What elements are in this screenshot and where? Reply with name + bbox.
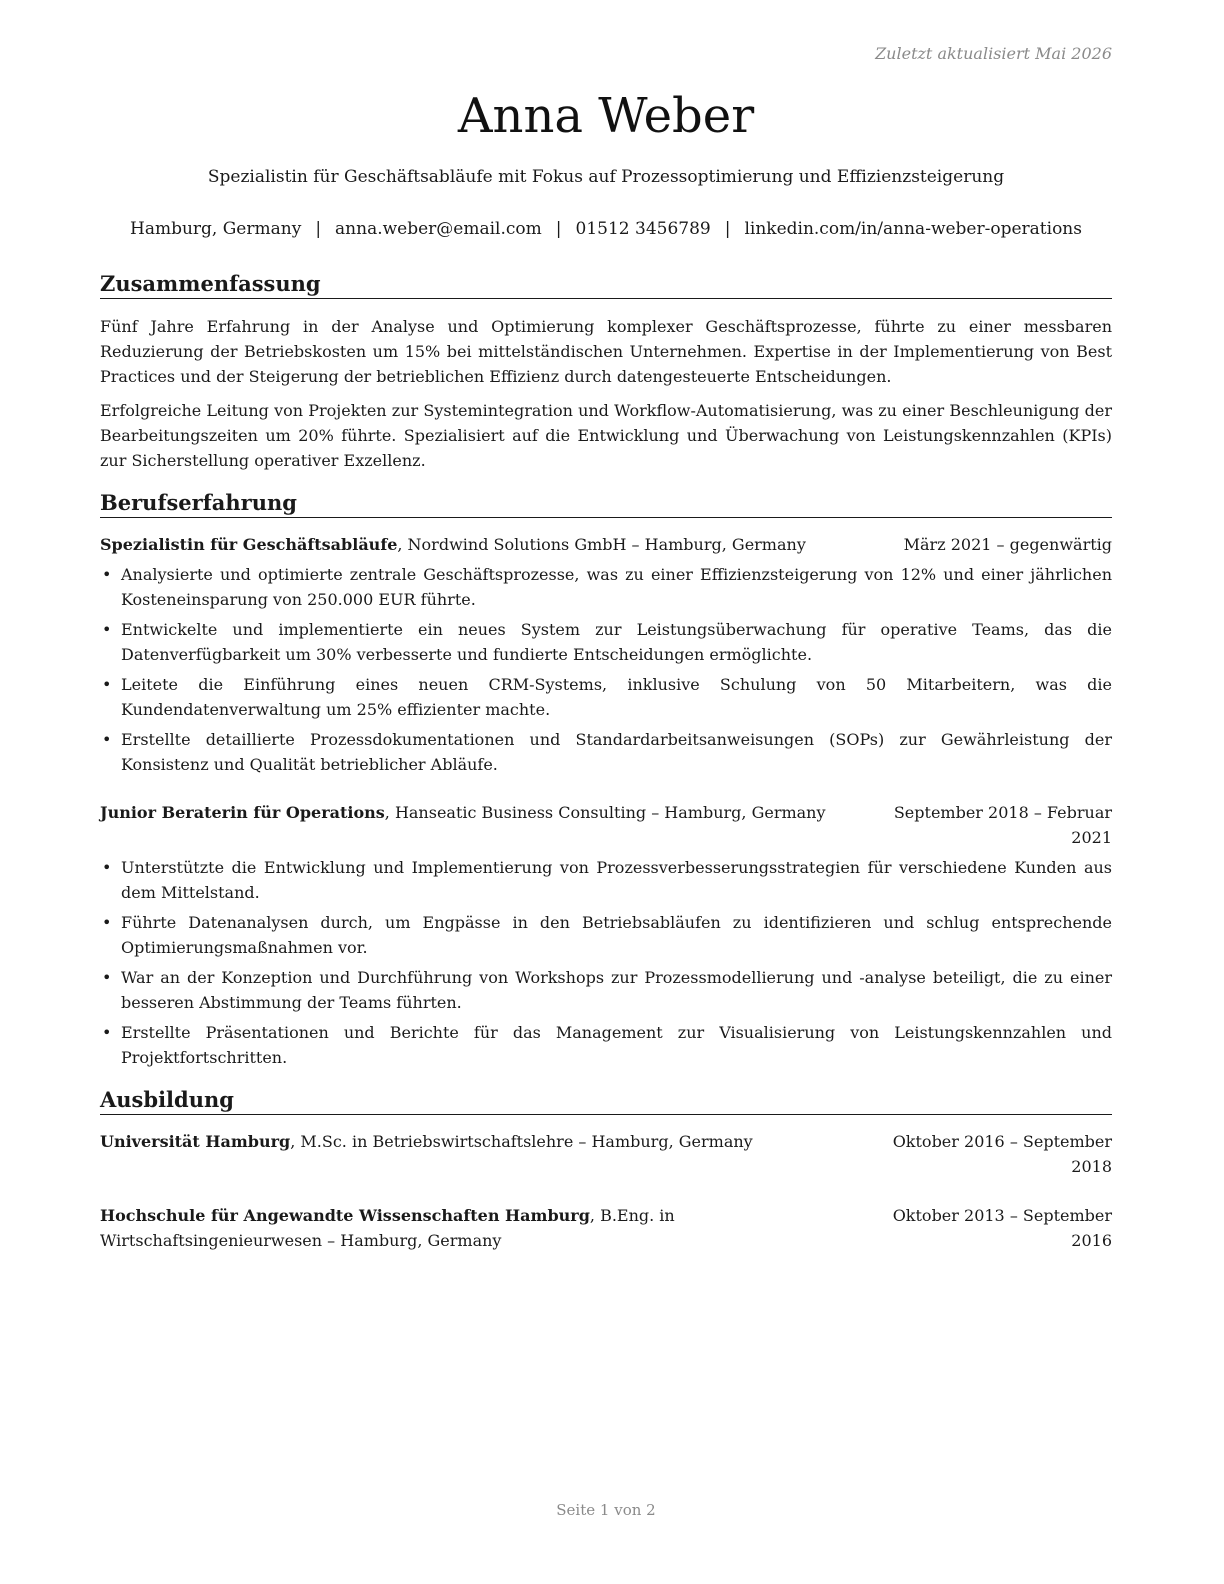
job-title-line [100,532,806,557]
contact-separator: | [315,219,322,239]
education-dates: Oktober 2016 – September 2018 [892,1132,1112,1176]
bullet-icon: • [102,1023,112,1042]
contact-separator: | [555,219,562,239]
job-title-line [100,800,826,825]
list-item [100,727,1112,777]
job-header [100,800,1112,850]
education-school: Universität Hamburg [100,1132,291,1151]
bullet-text: Erstellte detaillierte Prozessdokumentationen und Standardarbeitsanweisungen (SOPs) zur Gewährleistung der Konsistenz und Qualität betrieblicher Abläufe. [121,730,1112,774]
list-item [100,910,1112,960]
job-bullet-list [100,855,1112,1075]
list-item [100,1020,1112,1070]
bullet-icon: • [102,565,112,584]
job-company: , Nordwind Solutions GmbH – Hamburg, Germany [397,535,806,554]
contact-email[interactable]: anna.weber@email.com [335,219,542,239]
contact-phone: 01512 3456789 [575,219,711,239]
education-entry [100,1129,1112,1179]
education-entry [100,1203,1112,1253]
education-title-line [100,1129,860,1154]
education-title-line [100,1203,876,1253]
contact-linkedin[interactable]: linkedin.com/in/anna-weber-operations [744,219,1082,239]
job-dates: September 2018 – Februar 2021 [893,803,1112,847]
contact-location: Hamburg, Germany [130,219,302,239]
section-title-summary: Zusammenfassung [100,270,1112,299]
bullet-text: Analysierte und optimierte zentrale Geschäftsprozesse, was zu einer Effizienzsteigerung von 12% und einer jährlichen Kosteneinsparung von 250.000 EUR führte. [121,565,1112,609]
bullet-icon: • [102,968,112,987]
job-header [100,532,1112,557]
job-role: Spezialistin für Geschäftsabläufe [100,535,398,554]
summary-paragraph: Fünf Jahre Erfahrung in der Analyse und Optimierung komplexer Geschäftsprozesse, führte zu einer messbaren Reduzierung der Betriebskosten um 15% bei mittelständischen Unternehmen. Expertise in der Implementierung von Best Practices und der Steigerung der betrieblichen Effizienz durch datengesteuerte Entscheidungen. [100,317,1112,386]
headline: Spezialistin für Geschäftsabläufe mit Fokus auf Prozessoptimierung und Effizienzsteigerung [207,167,1005,187]
candidate-name: Anna Weber [457,88,755,144]
job-company: , Hanseatic Business Consulting – Hamburg, Germany [384,803,826,822]
bullet-text: Unterstützte die Entwicklung und Implementierung von Prozessverbesserungsstrategien für verschiedene Kunden aus dem Mittelstand. [121,858,1112,902]
section-title-experience: Berufserfahrung [100,489,1112,518]
bullet-icon: • [102,620,112,639]
bullet-text: Entwickelte und implementierte ein neues System zur Leistungsüberwachung für operative Teams, das die Datenverfügbarkeit um 30% verbesserte und fundierte Entscheidungen ermöglichte. [121,620,1112,664]
bullet-text: Leitete die Einführung eines neuen CRM-Systems, inklusive Schulung von 50 Mitarbeitern, was die Kundendatenverwaltung um 25% effizienter machte. [121,675,1112,719]
last-updated-note: Zuletzt aktualisiert Mai 2026 [875,44,1112,63]
bullet-icon: • [102,858,112,877]
job-dates: März 2021 – gegenwärtig [903,535,1112,554]
list-item [100,672,1112,722]
education-degree: , B.Eng. in Wirtschaftsingenieurwesen – Hamburg, Germany [100,1206,675,1250]
bullet-icon: • [102,730,112,749]
list-item [100,562,1112,612]
job-role: Junior Beraterin für Operations [100,803,385,822]
education-dates: Oktober 2013 – September 2016 [892,1206,1112,1250]
job-bullet-list [100,562,1112,782]
education-degree: , M.Sc. in Betriebswirtschaftslehre – Hamburg, Germany [290,1132,753,1151]
list-item [100,855,1112,905]
list-item [100,965,1112,1015]
bullet-text: Führte Datenanalysen durch, um Engpässe in den Betriebsabläufen zu identifizieren und schlug entsprechende Optimierungsmaßnahmen vor. [121,913,1112,957]
bullet-text: War an der Konzeption und Durchführung von Workshops zur Prozessmodellierung und -analyse beteiligt, die zu einer besseren Abstimmung der Teams führten. [121,968,1112,1012]
bullet-icon: • [102,913,112,932]
page-number: Seite 1 von 2 [556,1501,656,1519]
summary-paragraph: Erfolgreiche Leitung von Projekten zur Systemintegration und Workflow-Automatisierung, was zu einer Beschleunigung der Bearbeitungszeiten um 20% führte. Spezialisiert auf die Entwicklung und Überwachung von Leistungskennzahlen (KPIs) zur Sicherstellung operativer Exzellenz. [100,401,1112,470]
education-school: Hochschule für Angewandte Wissenschaften Hamburg [100,1206,590,1225]
contact-separator: | [724,219,731,239]
list-item [100,617,1112,667]
section-title-education: Ausbildung [100,1086,1112,1115]
bullet-text: Erstellte Präsentationen und Berichte für das Management zur Visualisierung von Leistungskennzahlen und Projektfortschritten. [121,1023,1112,1067]
bullet-icon: • [102,675,112,694]
contact-line [80,219,1132,239]
